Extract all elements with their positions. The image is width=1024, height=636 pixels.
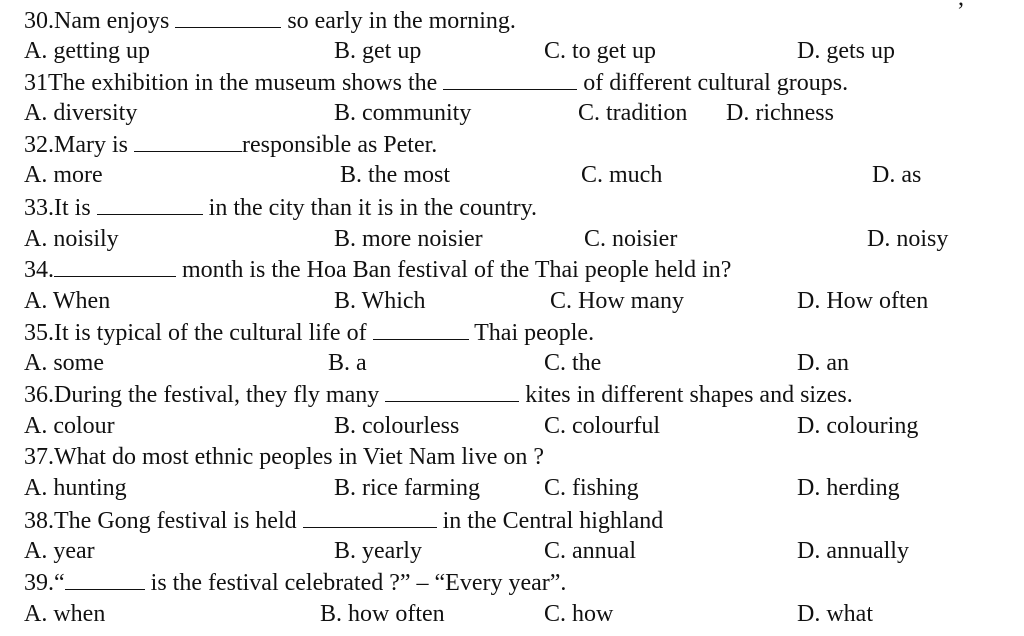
- option-d: D. How often: [797, 288, 929, 314]
- question-number: 34.: [24, 257, 54, 283]
- question-number: 36.: [24, 382, 54, 408]
- option-b: B. a: [328, 350, 367, 376]
- option-c: C. the: [544, 350, 602, 376]
- question-number: 33.: [24, 195, 54, 221]
- option-c: C. much: [581, 162, 663, 188]
- question-text-before: “: [54, 570, 65, 596]
- question-text-before: It is: [54, 195, 97, 221]
- question-text-before: It is typical of the cultural life of: [54, 320, 373, 346]
- answer-blank: [175, 5, 281, 28]
- option-c: C. to get up: [544, 38, 656, 64]
- question-30: [24, 5, 1004, 36]
- option-a: A. more: [24, 162, 103, 188]
- question-number: 32.: [24, 132, 54, 158]
- option-d: D. gets up: [797, 38, 895, 64]
- option-b: B. more noisier: [334, 226, 483, 252]
- question-number: 39.: [24, 570, 54, 596]
- option-a: A. when: [24, 601, 106, 627]
- question-39: [24, 567, 1004, 598]
- options-32: [24, 160, 1004, 191]
- question-33: [24, 192, 1004, 223]
- option-b: B. how often: [320, 601, 445, 627]
- option-d: D. richness: [726, 100, 834, 126]
- question-35: [24, 317, 1004, 348]
- question-text-before: The Gong festival is held: [54, 508, 303, 534]
- question-36: [24, 379, 1004, 410]
- question-number: 30.: [24, 8, 54, 34]
- question-number: 35.: [24, 320, 54, 346]
- options-36: [24, 411, 1004, 442]
- option-b: B. the most: [340, 162, 451, 188]
- question-text-after: responsible as Peter.: [242, 132, 438, 158]
- answer-blank: [385, 379, 519, 402]
- question-number: 38.: [24, 508, 54, 534]
- question-text-before: Nam enjoys: [54, 8, 176, 34]
- option-b: B. community: [334, 100, 472, 126]
- option-c: C. How many: [550, 288, 684, 314]
- options-35: [24, 348, 1004, 379]
- question-text-after: is the festival celebrated ?” – “Every year”.: [144, 570, 567, 596]
- answer-blank: [134, 129, 242, 152]
- answer-blank: [54, 254, 176, 277]
- option-a: A. noisily: [24, 226, 119, 252]
- question-34: [24, 254, 1004, 285]
- option-d: D. herding: [797, 475, 900, 501]
- option-a: A. When: [24, 288, 111, 314]
- option-d: D. an: [797, 350, 849, 376]
- option-a: A. getting up: [24, 38, 150, 64]
- option-a: A. diversity: [24, 100, 138, 126]
- question-32: [24, 129, 1004, 160]
- question-text-after: so early in the morning.: [281, 8, 516, 34]
- question-37: [24, 442, 1004, 473]
- options-33: [24, 224, 1004, 255]
- question-31: [24, 67, 1004, 98]
- question-text-after: month is the Hoa Ban festival of the Thai people held in?: [176, 257, 732, 283]
- question-number: 37.: [24, 444, 54, 470]
- question-text-after: in the city than it is in the country.: [202, 195, 538, 221]
- option-c: C. tradition: [578, 100, 688, 126]
- option-c: C. colourful: [544, 413, 660, 439]
- option-b: B. colourless: [334, 413, 460, 439]
- question-text-before: The exhibition in the museum shows the: [48, 70, 444, 96]
- option-d: D. noisy: [867, 226, 949, 252]
- answer-blank: [97, 192, 203, 215]
- question-text-before: Mary is: [54, 132, 134, 158]
- option-b: B. Which: [334, 288, 426, 314]
- question-text-after: Thai people.: [468, 320, 595, 346]
- question-text-after: kites in different shapes and sizes.: [519, 382, 853, 408]
- option-d: D. what: [797, 601, 873, 627]
- answer-blank: [303, 505, 437, 528]
- question-text-after: of different cultural groups.: [577, 70, 849, 96]
- question-38: [24, 505, 1004, 536]
- options-30: [24, 36, 1004, 67]
- question-text: What do most ethnic peoples in Viet Nam live on ?: [54, 444, 545, 470]
- option-b: B. get up: [334, 38, 422, 64]
- option-b: B. rice farming: [334, 475, 480, 501]
- option-c: C. how: [544, 601, 614, 627]
- option-d: D. as: [872, 162, 922, 188]
- option-d: D. annually: [797, 538, 909, 564]
- answer-blank: [373, 317, 469, 340]
- question-text-after: in the Central highland: [436, 508, 664, 534]
- option-c: C. noisier: [584, 226, 678, 252]
- option-c: C. fishing: [544, 475, 639, 501]
- question-number: 31: [24, 70, 48, 96]
- answer-blank: [65, 567, 145, 590]
- question-text-before: During the festival, they fly many: [54, 382, 386, 408]
- options-38: [24, 536, 1004, 567]
- option-a: A. some: [24, 350, 104, 376]
- options-37: [24, 473, 1004, 504]
- option-a: A. hunting: [24, 475, 127, 501]
- option-b: B. yearly: [334, 538, 422, 564]
- options-34: [24, 286, 1004, 317]
- options-39: [24, 599, 1004, 630]
- option-a: A. colour: [24, 413, 115, 439]
- option-a: A. year: [24, 538, 95, 564]
- option-d: D. colouring: [797, 413, 919, 439]
- option-c: C. annual: [544, 538, 636, 564]
- answer-blank: [443, 67, 577, 90]
- options-31: [24, 98, 1004, 129]
